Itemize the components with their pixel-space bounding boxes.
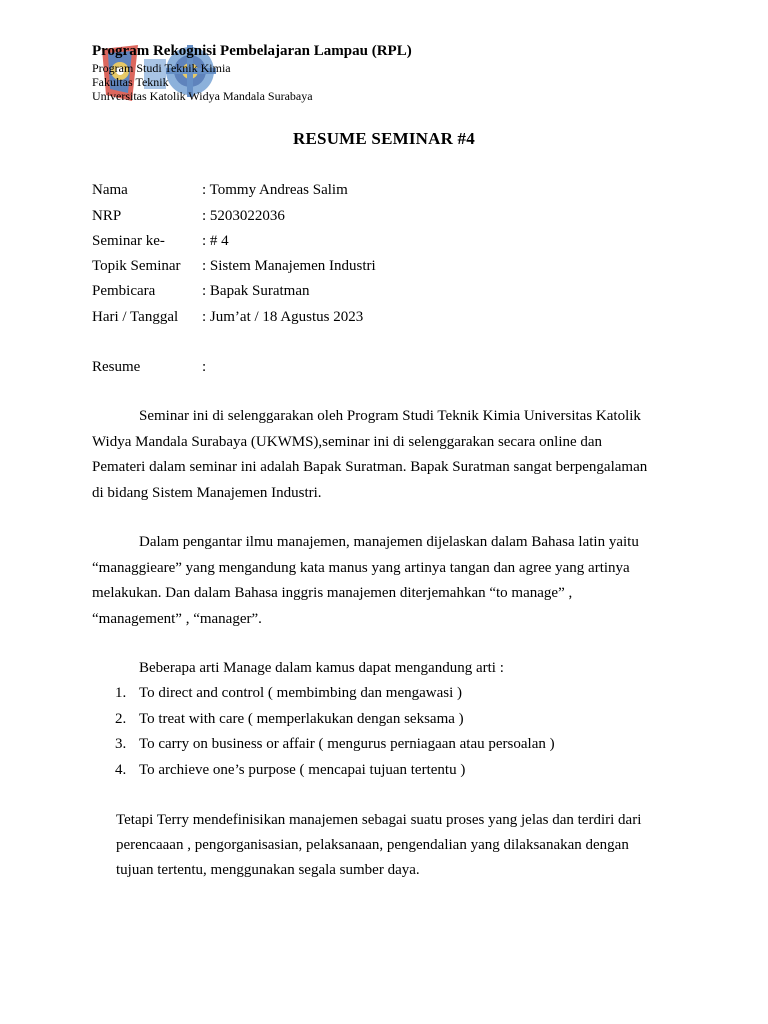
info-label: Resume <box>92 359 141 375</box>
info-label: NRP <box>92 208 122 224</box>
info-value: : <box>202 359 207 375</box>
paragraph-definition <box>92 530 672 632</box>
list-number: 2. <box>115 711 127 727</box>
info-value: : Bapak Suratman <box>202 283 310 299</box>
info-value: : Jum’at / 18 Agustus 2023 <box>202 309 364 325</box>
list-number: 4. <box>115 762 127 778</box>
list-number: 3. <box>115 736 127 752</box>
info-value: : # 4 <box>202 233 229 249</box>
study-program: Program Studi Teknik Kimia <box>92 61 231 75</box>
paragraph-line: Seminar ini di selenggarakan oleh Program Studi Teknik Kimia Universitas Katolik <box>139 408 641 424</box>
list-number: 1. <box>115 685 127 701</box>
info-label: Topik Seminar <box>92 258 181 274</box>
info-label: Hari / Tanggal <box>92 309 179 325</box>
info-label: Pembicara <box>92 283 156 299</box>
info-label: Seminar ke- <box>92 233 165 249</box>
paragraph-line: Dalam pengantar ilmu manajemen, manajemen dijelaskan dalam Bahasa latin yaitu <box>139 534 639 550</box>
program-title: Program Rekognisi Pembelajaran Lampau (RPL) <box>92 43 412 59</box>
info-value: : 5203022036 <box>202 208 285 224</box>
list-text: To archieve one’s purpose ( mencapai tujuan tertentu ) <box>139 762 466 778</box>
paragraph-intro <box>92 404 672 506</box>
list-intro: Beberapa arti Manage dalam kamus dapat mengandung arti : <box>139 660 504 676</box>
document-title: RESUME SEMINAR #4 <box>293 129 475 148</box>
info-value: : Sistem Manajemen Industri <box>202 258 376 274</box>
info-label: Nama <box>92 182 128 198</box>
info-value: : Tommy Andreas Salim <box>202 182 348 198</box>
paragraph-line: perencaaan , pengorganisasian, pelaksanaan, pengendalian yang dilaksanakan dengan <box>116 837 629 853</box>
letterhead <box>92 43 652 105</box>
paragraph-line: tujuan tertentu, menggunakan segala sumber daya. <box>116 862 420 878</box>
list-text: To direct and control ( membimbing dan mengawasi ) <box>139 685 463 701</box>
paragraph-line: “management” , “manager”. <box>92 610 262 627</box>
paragraph-line: Tetapi Terry mendefinisikan manajemen sebagai suatu proses yang jelas dan terdiri dari <box>116 812 642 828</box>
list-text: To carry on business or affair ( mengurus perniagaan atau persoalan ) <box>139 736 555 752</box>
university: Universitas Katolik Widya Mandala Surabaya <box>92 89 313 103</box>
paragraph-line: Widya Mandala Surabaya (UKWMS),seminar ini di selenggarakan secara online dan <box>92 433 603 450</box>
paragraph-line: di bidang Sistem Manajemen Industri. <box>92 484 322 501</box>
paragraph-line: Pemateri dalam seminar ini adalah Bapak Suratman. Bapak Suratman sangat berpengalaman <box>92 459 648 475</box>
paragraph-line: “managgieare” yang mengandung kata manus yang artinya tangan dan agree yang artinya <box>92 559 630 576</box>
faculty: Fakultas Teknik <box>92 75 169 89</box>
paragraph-line: melakukan. Dan dalam Bahasa inggris manajemen diterjemahkan “to manage” , <box>92 585 573 601</box>
paragraph-terry <box>116 808 696 883</box>
list-text: To treat with care ( memperlakukan dengan seksama ) <box>139 711 464 727</box>
